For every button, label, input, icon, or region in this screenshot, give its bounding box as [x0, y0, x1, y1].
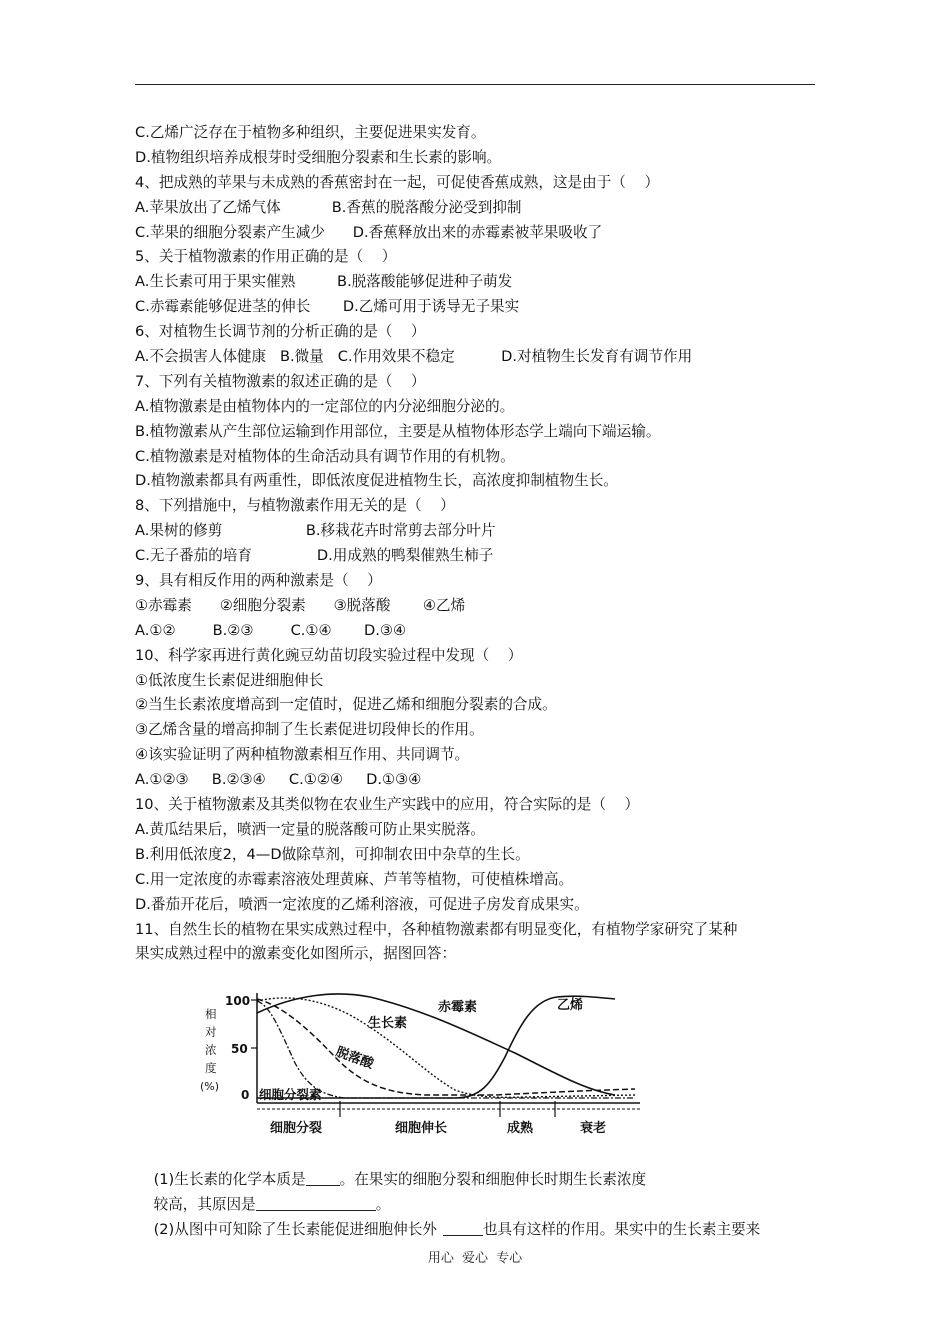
y-label-char: 浓 [205, 1043, 217, 1057]
option-line: A.植物激素是由植物体内的一定部位的内分泌细胞分泌的。 [135, 397, 515, 415]
item-line: ①低浓度生长素促进细胞伸长 [135, 671, 324, 689]
text-line: C.乙烯广泛存在于植物多种组织，主要促进果实发育。 [135, 124, 486, 141]
option-line: C.植物激素是对植物体的生命活动具有调节作用的有机物。 [135, 447, 515, 465]
option-line: A.黄瓜结果后，喷洒一定量的脱落酸可防止果实脱落。 [135, 820, 486, 838]
footer-word: 用心 [427, 1251, 454, 1266]
option-line: C.用一定浓度的赤霉素溶液处理黄麻、芦苇等植物，可使植株增高。 [135, 870, 574, 888]
label-auxin: 生长素 [368, 1016, 408, 1031]
svg-text:(%): (%) [200, 1080, 220, 1093]
q1-text: 。 [375, 1195, 391, 1213]
option-line: A.生长素可用于果实催熟 B.脱落酸能够促进种子萌发 [135, 273, 513, 291]
question-11: 11、自然生长的植物在果实成熟过程中，各种植物激素都有明显变化，有植物学家研究了某种 [135, 920, 738, 938]
label-abscisic-acid: 脱落酸 [333, 1044, 376, 1073]
y-tick-50: 50 [231, 1042, 248, 1056]
q1-text: (1)生长素的化学本质是 [153, 1170, 306, 1188]
question-10: 10、科学家再进行黄化豌豆幼苗切段实验过程中发现（ ） [135, 646, 523, 664]
option-line: C.无子番茄的培育 D.用成熟的鸭梨催熟生柿子 [135, 547, 494, 565]
page-footer [0, 1247, 950, 1266]
header-rule [135, 84, 815, 85]
stage-ripening: 成熟 [507, 1121, 534, 1136]
q1-blank-1[interactable] [306, 1169, 340, 1186]
question-10b: 10、关于植物激素及其类似物在农业生产实践中的应用，符合实际的是（ ） [135, 796, 640, 814]
label-gibberellin: 赤霉素 [438, 1000, 478, 1015]
document-body [135, 121, 825, 967]
footer-word: 爱心 [461, 1251, 488, 1266]
q1-text: 较高，其原因是 [153, 1195, 256, 1213]
question-9: 9、具有相反作用的两种激素是（ ） [135, 572, 382, 590]
question-4: 4、把成熟的苹果与未成熟的香蕉密封在一起，可促使香蕉成熟，这是由于（ ） [135, 173, 660, 191]
y-tick-100: 100 [225, 994, 251, 1008]
q1-blank-2[interactable] [256, 1194, 376, 1211]
option-line: B.利用低浓度2，4—D做除草剂，可抑制农田中杂草的生长。 [135, 845, 530, 863]
text-line: D.植物组织培养成根芽时受细胞分裂素和生长素的影响。 [135, 148, 502, 166]
option-line: A.苹果放出了乙烯气体 B.香蕉的脱落酸分泌受到抑制 [135, 198, 522, 216]
answer-line-1 [135, 1143, 825, 1188]
q2-text: (2)从图中可知除了生长素能促进细胞伸长外 [153, 1220, 437, 1238]
option-line: D.植物激素都具有两重性，即低浓度促进植物生长，高浓度抑制植物生长。 [135, 472, 618, 490]
y-label-char: 相 [205, 1007, 217, 1021]
hormone-chart [195, 985, 645, 1143]
q2-blank[interactable] [443, 1219, 483, 1236]
option-line: A.果树的修剪 B.移栽花卉时常剪去部分叶片 [135, 522, 496, 540]
label-cytokinin: 细胞分裂素 [259, 1087, 322, 1102]
answer-section [135, 1143, 825, 1238]
y-axis-label [200, 1007, 219, 1093]
item-line: ②当生长素浓度增高到一定值时，促进乙烯和细胞分裂素的合成。 [135, 696, 557, 714]
footer-word: 专心 [496, 1251, 523, 1266]
question-6: 6、对植物生长调节剂的分析正确的是（ ） [135, 323, 426, 341]
stage-cell-division: 细胞分裂 [270, 1121, 323, 1136]
item-line: ①赤霉素 ②细胞分裂素 ③脱落酸 ④乙烯 [135, 596, 466, 614]
question-8: 8、下列措施中，与植物激素作用无关的是（ ） [135, 497, 455, 515]
option-line: A.①② B.②③ C.①④ D.③④ [135, 621, 407, 639]
question-7: 7、下列有关植物激素的叙述正确的是（ ） [135, 372, 426, 390]
y-tick-0: 0 [241, 1088, 250, 1102]
stage-senescence: 衰老 [580, 1121, 607, 1136]
y-label-char: 对 [205, 1025, 217, 1039]
option-line: C.苹果的细胞分裂素产生减少 D.香蕉释放出来的赤霉素被苹果吸收了 [135, 223, 603, 241]
question-5: 5、关于植物激素的作用正确的是（ ） [135, 248, 397, 266]
option-line: B.植物激素从产生部位运输到作用部位，主要是从植物体形态学上端向下端运输。 [135, 422, 661, 440]
stage-cell-elongation: 细胞伸长 [395, 1121, 448, 1136]
option-line: A.①②③ B.②③④ C.①②④ D.①③④ [135, 771, 422, 789]
item-line: ③乙烯含量的增高抑制了生长素促进切段伸长的作用。 [135, 721, 484, 739]
item-line: ④该实验证明了两种植物激素相互作用、共同调节。 [135, 746, 470, 764]
label-ethylene: 乙烯 [557, 998, 584, 1013]
q2-text: 也具有这样的作用。果实中的生长素主要来 [482, 1220, 761, 1238]
text-line: 果实成熟过程中的激素变化如图所示，据图回答： [135, 945, 457, 963]
option-line: C.赤霉素能够促进茎的伸长 D.乙烯可用于诱导无子果实 [135, 298, 520, 316]
option-line: A.不会损害人体健康 B.微量 C.作用效果不稳定 D.对植物生长发育有调节作用 [135, 348, 693, 366]
y-label-char: 度 [205, 1061, 217, 1075]
q1-text: 。在果实的细胞分裂和细胞伸长时期生长素浓度 [339, 1170, 647, 1188]
option-line: D.番茄开花后，喷洒一定浓度的乙烯利溶液，可促进子房发育成果实。 [135, 895, 589, 913]
